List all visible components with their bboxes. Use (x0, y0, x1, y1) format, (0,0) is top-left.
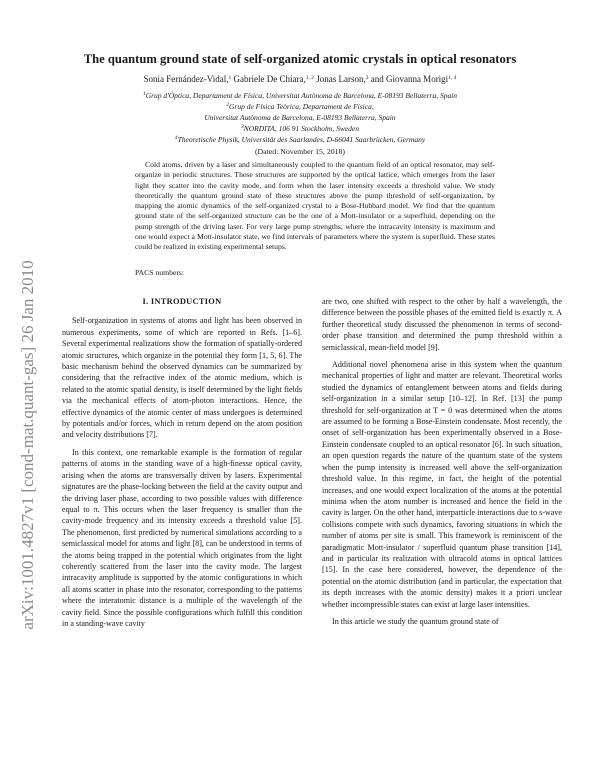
author: Jonas Larson,$^3$ (316, 74, 369, 84)
affiliation: $^1$Grup d'Òptica, Departament de Física, Universitat Autònoma de Barcelona, E-08193 Bellaterra, Spain (142, 91, 458, 100)
affiliation: Universitat Autònoma de Barcelona, E-08193 Bellaterra, Spain (204, 113, 396, 122)
affiliation: $^4$Theoretische Physik, Universität des Saarlandes, D-66041 Saarbrücken, Germany (174, 135, 426, 144)
arxiv-stamp (8, 205, 48, 685)
affiliation: $^3$NORDITA, 106 91 Stockholm, Sweden (240, 124, 359, 133)
paragraph: In this context, one remarkable example is the formation of regular patterns of atoms in the standing wave of a high-finesse optical cavity, arising when the atoms are transversally driven by lasers. Experimental signatures are the phase-locking between the field at the cavity output and the driving laser phase, according to two possible values with difference equal to π. This occurs when the laser frequency is smaller than the cavity-mode frequency and its intensity exceeds a threshold value [5]. The phenomenon, first predicted by numerical simulations according to a semiclassical model for atoms and light [8], can be understood in terms of the atoms being trapped in the potential which originates from the light coherently scattered from the laser into the cavity mode. The largest intracavity amplitude is supported by the atomic configurations in which all atoms scatter in phase into the resonator, corresponding to the patterns where the interatomic distance is a multiple of the wavelength of the cavity field. Since the possible configurations which fulfill this condition in a standing-wave cavity (62, 447, 302, 628)
author: and Giovanna Morigi$^{1, 4}$ (370, 74, 457, 84)
affiliation: $^2$Grup de Física Teòrica, Departament de Física, (226, 102, 374, 111)
paragraph: are two, one shifted with respect to the other by half a wavelength, the difference between the possible phases of the emitted field is exactly π. A further theoretical study discussed the phenomenon in terms of second-order phase transition and determined the pump threshold within a semiclassical, mean-field model [9]. (322, 297, 562, 352)
paper-title: The quantum ground state of self-organized atomic crystals in optical resonators (83, 52, 517, 66)
paragraph: Self-organization in systems of atoms and light has been observed in numerous experiments, some of which are reported in Refs. [1–6]. Several experimental realizations show the formation of spatially-ordered atomic structures, which organize in the potential they form [1, 5, 6]. The basic mechanism behind the observed dynamics can be summarized by considering that the refractive index of the atomic medium, which is related to the atomic spatial density, is itself determined by the light fields via the mechanical effects of atom-photon interactions. Hence, the effective dynamics of the atomic center of mass undergoes is determined by potentials and/or forces, which in return depend on the atom position and velocity distributions [7]. (62, 316, 302, 440)
left-column (62, 296, 302, 635)
arxiv-identifier: arXiv:1001.4827v1 [cond-mat.quant-gas] 26 Jan 2010 (18, 260, 37, 630)
pacs-numbers: PACS numbers: (135, 268, 185, 277)
author: Gabriele De Chiara,$^{1, 2}$ (233, 74, 314, 84)
author-list (0, 74, 600, 84)
section-heading: I. INTRODUCTION (142, 297, 222, 306)
author: Sonia Fernández-Vidal,$^1$ (143, 74, 232, 84)
date-line: (Dated: November 15, 2018) (254, 147, 346, 156)
abstract: Cold atoms, driven by a laser and simultaneously coupled to the quantum field of an optical resonator, may self-organize in periodic structures. These structures are supported by the optical lattice, which emerges from the laser light they scatter into the cavity mode, and form when the laser intensity exceeds a threshold value. We study theoretically the quantum ground state of these structures above the pump threshold of self-organization, by mapping the atomic dynamics of the self-organized crystal to a Bose-Hubbard model. We find that the quantum ground state of the self-organized structure can be the one of a Mott-insulator or a superfluid, depending on the pump strength of the driving laser. For very large pump strengths, where the intracavity intensity is maximum and one would expect a Mott-insulator state, we find intervals of parameters where the system is superfluid. These states could be realized in existing experimental setups. (135, 160, 495, 252)
right-column (322, 296, 562, 633)
paragraph: In this article we study the quantum ground state of (332, 616, 499, 626)
paragraph: Additional novel phenomena arise in this system when the quantum mechanical properties of light and matter are relevant. Theoretical works studied the dynamics of entanglement between atoms and fields during self-organization in a similar setup [10–12]. In Ref. [13] the pump threshold for self-organization at T = 0 was determined when the atoms are assumed to be forming a Bose-Einstein condensate. Most recently, the onset of self-organization has been experimentally observed in a Bose-Einstein condensate coupled to an optical resonator [6]. In such situation, an open question regards the nature of the quantum state of the system when the pump intensity is increased well above the self-organization threshold value. In this regime, in fact, the height of the potential increases, and one would expect localization of the atoms at the potential minima when the atom number is increased and hence the field in the cavity is larger. On the other hand, interparticle interactions due to s-wave collisions compete with such dynamics, favoring situations in which the number of atoms per site is small. This framework is reminiscent of the paradigmatic Mott-insulator / superfluid quantum phase transition [14], and in particular its realization with ultracold atoms in optical lattices [15]. In the case here considered, however, the dependence of the potential on the atomic distribution (and in particular, the expectation that its depth increases with the atomic density) makes it a priori unclear whether incompressible states can exist at large laser intensities. (322, 360, 562, 609)
